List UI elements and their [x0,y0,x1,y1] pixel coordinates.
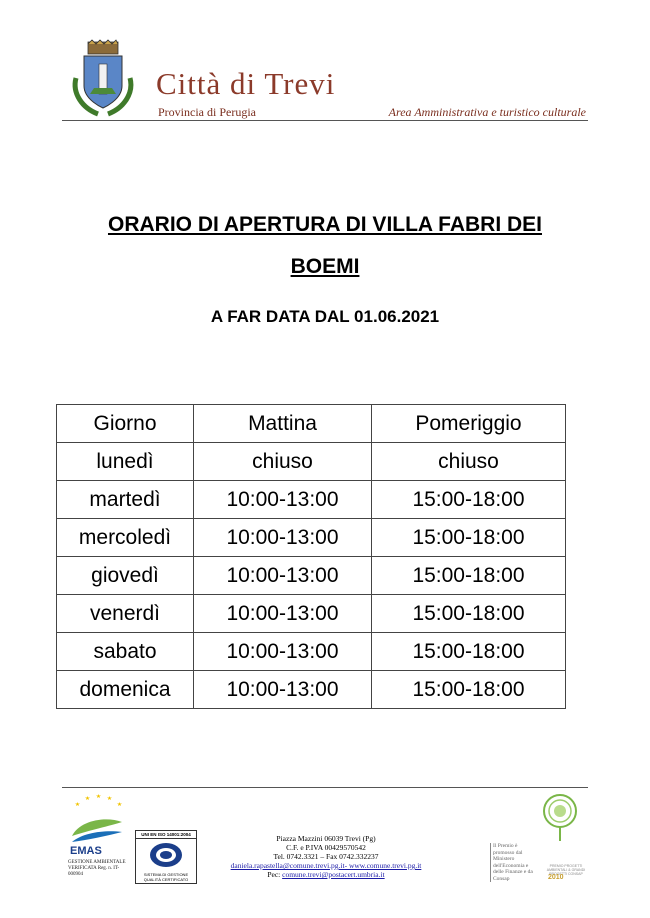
contact-block [195,834,457,879]
day-cell: giovedì [57,557,194,595]
address-line: Piazza Mazzini 06039 Trevi (Pg) [276,834,376,843]
afternoon-cell: 15:00-18:00 [372,557,566,595]
pec-email-link[interactable]: comune.trevi@postacert.umbria.it [282,870,385,879]
day-cell: mercoledì [57,519,194,557]
day-cell: martedì [57,481,194,519]
document-title-line2: BOEMI [290,255,360,278]
pec-line [195,870,457,879]
table-header-row [57,405,566,443]
iso-caption: SISTEMA DI GESTIONE QUALITÀ CERTIFICATO [143,872,189,882]
afternoon-cell: 15:00-18:00 [372,481,566,519]
email-website-link[interactable]: daniela.rapastella@comune.trevi.pg.it- www.comune.trevi.pg.it [230,861,422,870]
afternoon-cell: chiuso [372,443,566,481]
column-header-morning: Mattina [194,405,372,443]
phone-line: Tel. 0742.3321 – Fax 0742.332237 [273,852,379,861]
premio-description: Il Premio è promosso dal Ministero dell'Economia e delle Finanze e da Consap [490,843,539,882]
table-row [57,443,566,481]
table-row [57,519,566,557]
afternoon-cell: 15:00-18:00 [372,595,566,633]
column-header-afternoon: Pomeriggio [372,405,566,443]
morning-cell: 10:00-13:00 [194,519,372,557]
day-cell: sabato [57,633,194,671]
afternoon-cell: 15:00-18:00 [372,671,566,709]
department-label: Area Amministrativa e turistico culturale [388,105,586,119]
day-cell: venerdì [57,595,194,633]
morning-cell: 10:00-13:00 [194,481,372,519]
premio-caption: PREMIO PROGETTI AMBIENTALI & GRANDI PROGETTI CONSAP [546,864,586,876]
town-crest-logo [68,38,138,118]
footer-divider [62,787,588,788]
pec-label: Pec: [267,870,281,879]
document-title-line1: ORARIO DI APERTURA DI VILLA FABRI DEI [107,213,542,236]
iso-certification-badge [135,830,197,884]
afternoon-cell: 15:00-18:00 [372,519,566,557]
header-divider [62,120,588,121]
premio-year: 2010 [548,874,564,881]
table-row [57,671,566,709]
morning-cell: 10:00-13:00 [194,633,372,671]
table-row [57,481,566,519]
iso-title: UNI EN ISO 14001:2004 [136,831,196,839]
premio-award-logo [540,793,580,843]
town-name: Città di Trevi [156,66,336,101]
effective-date: A FAR DATA DAL 01.06.2021 [210,307,440,326]
table-row [57,595,566,633]
morning-cell: 10:00-13:00 [194,671,372,709]
column-header-day: Giorno [57,405,194,443]
emas-label: EMAS [70,845,102,857]
day-cell: lunedì [57,443,194,481]
province-label: Provincia di Perugia [158,105,256,119]
tax-id-line: C.F. e P.IVA 00429570542 [286,843,366,852]
morning-cell: 10:00-13:00 [194,595,372,633]
afternoon-cell: 15:00-18:00 [372,633,566,671]
certification-seal-icon [148,841,184,869]
table-row [57,557,566,595]
opening-hours-table [56,404,566,709]
table-row [57,633,566,671]
day-cell: domenica [57,671,194,709]
emas-caption: GESTIONE AMBIENTALE VERIFICATA Reg. n. IT-000904 [68,860,126,877]
morning-cell: chiuso [194,443,372,481]
morning-cell: 10:00-13:00 [194,557,372,595]
